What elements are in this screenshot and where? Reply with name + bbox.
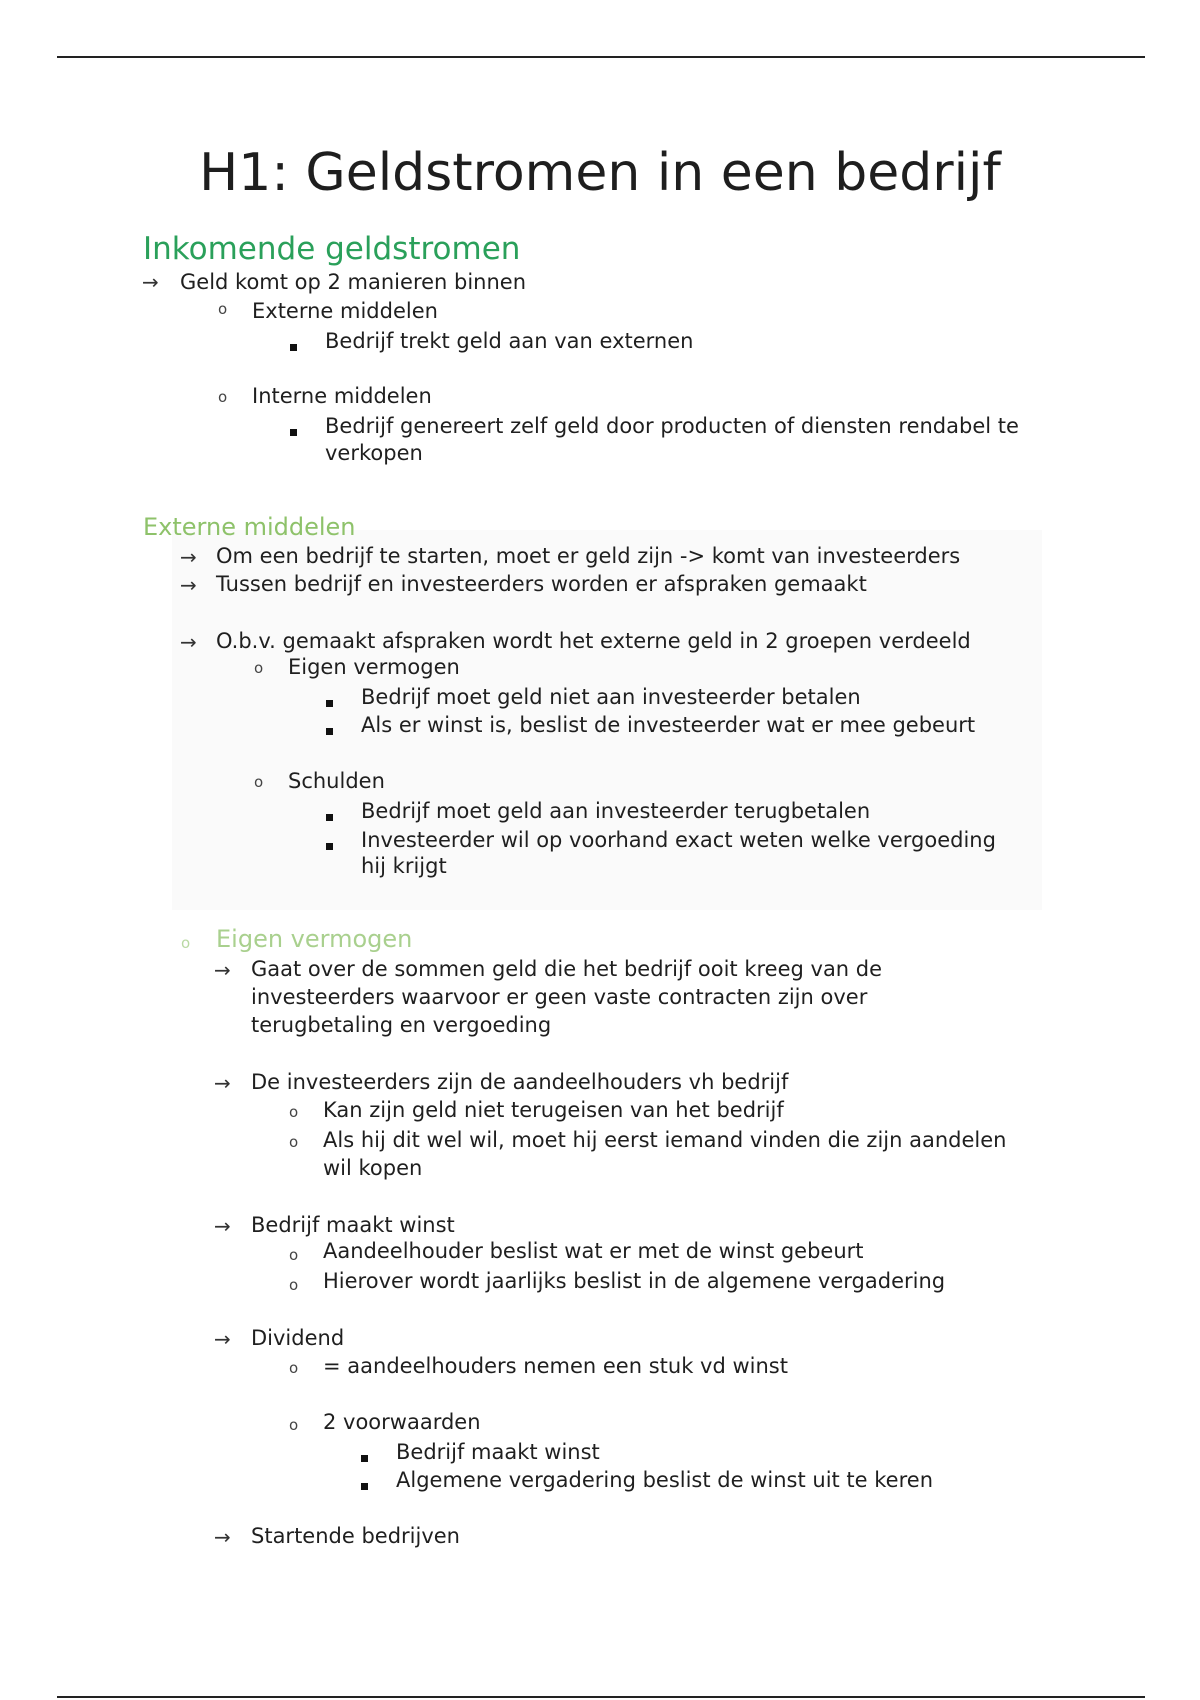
page-title: H1: Geldstromen in een bedrijf [199, 143, 1001, 203]
circle-bullet-icon: o [218, 300, 228, 318]
bottom-rule [57, 1696, 1145, 1698]
list-item: Bedrijf genereert zelf geld door producten of diensten rendabel te [325, 414, 1019, 438]
list-item: Als er winst is, beslist de investeerder wat er mee gebeurt [361, 713, 976, 737]
circle-bullet-icon: o [289, 1276, 299, 1294]
list-item: 2 voorwaarden [323, 1410, 481, 1434]
circle-bullet-icon: o [289, 1359, 299, 1377]
arrow-icon: → [214, 1327, 231, 1351]
list-item: Kan zijn geld niet terugeisen van het bedrijf [323, 1098, 784, 1122]
square-bullet-icon [290, 336, 297, 355]
circle-bullet-icon: o [289, 1133, 299, 1151]
list-item: Tussen bedrijf en investeerders worden er afspraken gemaakt [216, 572, 867, 596]
heading-eigen-vermogen: Eigen vermogen [216, 925, 413, 953]
arrow-icon: → [180, 573, 197, 597]
arrow-icon: → [214, 1214, 231, 1238]
list-item: Als hij dit wel wil, moet hij eerst iemand vinden die zijn aandelen [323, 1128, 1007, 1152]
list-item: Externe middelen [252, 299, 438, 323]
list-item: Bedrijf moet geld aan investeerder terugbetalen [361, 799, 871, 823]
list-item: Bedrijf moet geld niet aan investeerder betalen [361, 685, 861, 709]
square-bullet-icon [361, 1447, 368, 1466]
arrow-icon: → [214, 1525, 231, 1549]
list-item: Investeerder wil op voorhand exact weten welke vergoeding [361, 828, 996, 852]
circle-bullet-icon: o [289, 1246, 299, 1264]
list-item: Dividend [251, 1326, 345, 1350]
circle-bullet-icon: o [254, 773, 264, 791]
square-bullet-icon [326, 692, 333, 711]
list-item: Startende bedrijven [251, 1524, 460, 1548]
list-item: Aandeelhouder beslist wat er met de winst gebeurt [323, 1239, 864, 1263]
list-item: De investeerders zijn de aandeelhouders vh bedrijf [251, 1070, 789, 1094]
list-item: Hierover wordt jaarlijks beslist in de algemene vergadering [323, 1269, 946, 1293]
square-bullet-icon [326, 806, 333, 825]
list-item: = aandeelhouders nemen een stuk vd winst [323, 1354, 788, 1378]
circle-bullet-icon: o [289, 1103, 299, 1121]
list-item-continuation: hij krijgt [361, 854, 447, 878]
circle-bullet-icon: o [218, 388, 228, 406]
arrow-icon: → [214, 1071, 231, 1095]
heading-inkomende-geldstromen: Inkomende geldstromen [143, 231, 521, 267]
list-item: Om een bedrijf te starten, moet er geld zijn -> komt van investeerders [216, 544, 961, 568]
list-item: O.b.v. gemaakt afspraken wordt het externe geld in 2 groepen verdeeld [216, 629, 971, 653]
circle-bullet-icon: o [289, 1416, 299, 1434]
square-bullet-icon [290, 421, 297, 440]
arrow-icon: → [214, 958, 231, 982]
arrow-icon: → [142, 270, 159, 294]
circle-bullet-icon: o [254, 659, 264, 677]
square-bullet-icon [326, 720, 333, 739]
arrow-icon: → [180, 545, 197, 569]
list-item-continuation: terugbetaling en vergoeding [251, 1013, 552, 1037]
list-item-continuation: verkopen [325, 441, 423, 465]
list-item: Bedrijf maakt winst [251, 1213, 455, 1237]
list-item: Interne middelen [252, 384, 432, 408]
list-item: Eigen vermogen [288, 655, 460, 679]
list-item: Algemene vergadering beslist de winst uit te keren [396, 1468, 933, 1492]
arrow-icon: → [180, 630, 197, 654]
list-item: Schulden [288, 769, 385, 793]
list-item: Geld komt op 2 manieren binnen [180, 270, 527, 294]
square-bullet-icon [361, 1475, 368, 1494]
top-rule [57, 56, 1145, 58]
circle-bullet-icon: o [181, 934, 191, 952]
list-item: Gaat over de sommen geld die het bedrijf ooit kreeg van de [251, 957, 883, 981]
square-bullet-icon [326, 835, 333, 854]
heading-externe-middelen: Externe middelen [143, 513, 356, 541]
list-item-continuation: investeerders waarvoor er geen vaste contracten zijn over [251, 985, 868, 1009]
list-item: Bedrijf maakt winst [396, 1440, 600, 1464]
list-item: Bedrijf trekt geld aan van externen [325, 329, 694, 353]
list-item-continuation: wil kopen [323, 1156, 423, 1180]
